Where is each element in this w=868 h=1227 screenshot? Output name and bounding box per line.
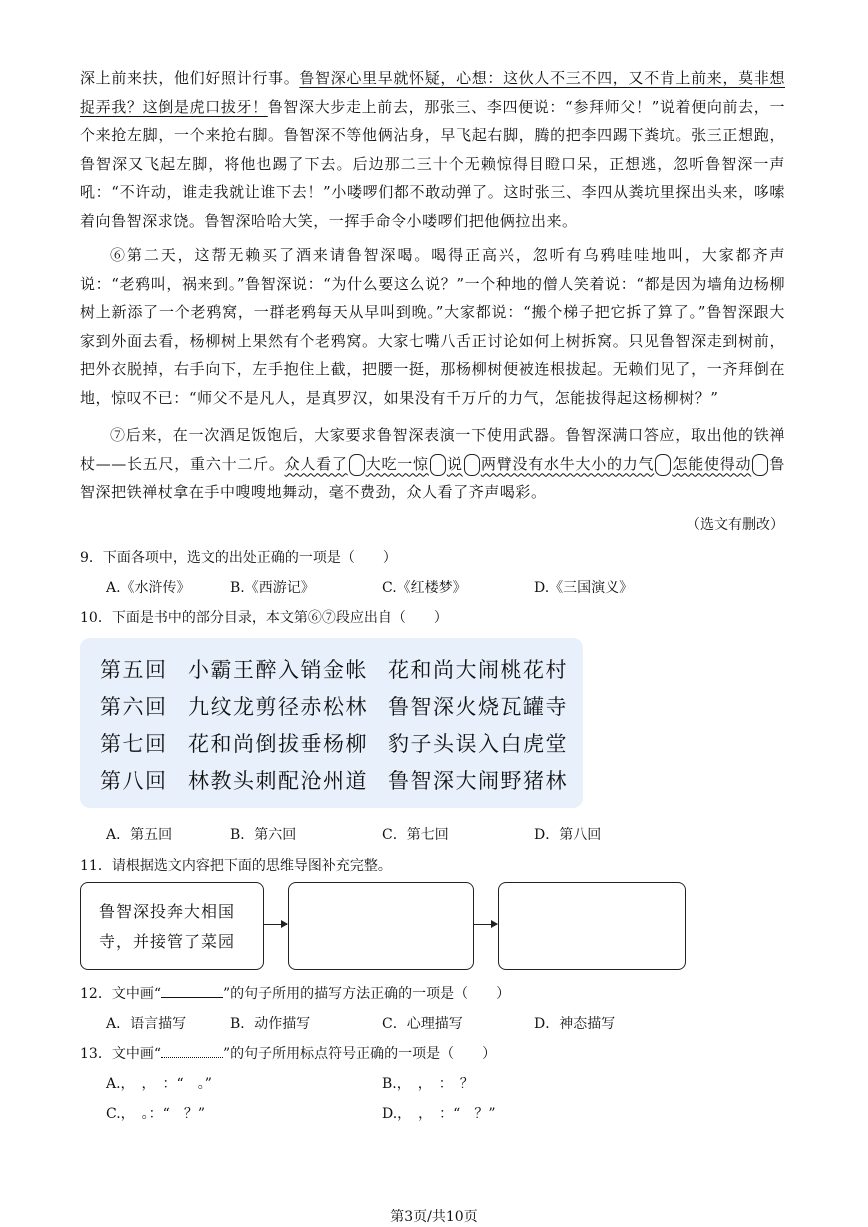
q13-option-b[interactable]: B.， ， ： ？: [382, 1076, 474, 1092]
q10-option-d[interactable]: D．第八回: [534, 827, 602, 843]
q12-option-d[interactable]: D．神态描写: [534, 1016, 616, 1032]
underline-marker: [161, 985, 223, 998]
chapter-number: 第八回: [100, 769, 168, 793]
punctuation-blank-2: [430, 454, 446, 476]
q10-option-c[interactable]: C．第七回: [382, 827, 449, 843]
passage-paragraph-6: ⑥第二天，这帮无赖买了酒来请鲁智深喝。喝得正高兴，忽听有乌鸦哇哇地叫，大家都齐声说：“老鸦叫，祸来到。”鲁智深说：“为什么要这么说？”一个种地的僧人笑着说：“都是因为墙角边杨柳树上新添了一个老鸦窝，一群老鸦每天从早叫到晚。”大家都说：“搬个梯子把它拆了算了。”鲁智深跟大家到外面去看，杨柳树上果然有个老鸦窝。大家七嘴八舌正讨论如何上树拆窝。只见鲁智深走到树前，把外衣脱掉，右手向下，左手抱住上截，把腰一挺，那杨柳树便被连根拔起。无赖们见了，一齐拜倒在地，惊叹不已：“师父不是凡人，是真罗汉，如果没有千万斤的力气，怎能拔得起这杨柳树？”: [80, 246, 785, 407]
chapter-number: 第五回: [100, 658, 168, 682]
q9-option-c[interactable]: C.《红楼梦》: [382, 580, 467, 596]
q9-option-a[interactable]: A.《水浒传》: [106, 580, 191, 596]
q13-option-c[interactable]: C.， 。：“ ？”: [106, 1106, 205, 1122]
wavy-underline-marker: [161, 1045, 223, 1058]
q13-option-d[interactable]: D.， ， ：“ ？”: [382, 1106, 496, 1122]
q9-option-d[interactable]: D.《三国演义》: [534, 580, 634, 596]
question-11-stem: 11．请根据选文内容把下面的思维导图补充完整。: [80, 858, 392, 874]
mindmap-box-2[interactable]: [288, 882, 474, 970]
chapter-number: 第七回: [100, 732, 168, 756]
wavy-sentence: 众人看了 大吃一惊 说 两臂没有水牛大小的力气 怎能使得动: [285, 455, 752, 473]
passage-text: 深上前来扶，他们好照计行事。: [80, 69, 300, 87]
chapter-title-b: 豹子头误入白虎堂: [388, 732, 568, 756]
passage-text: ⑦后来，在一次酒足饭饱后，大家要求鲁智深表演一下使用武器。鲁智深满口答应，取出他的铁禅杖——长五尺，重六十二斤。: [80, 426, 785, 473]
page-footer: 第3页/共10页: [390, 1209, 478, 1225]
table-of-contents: [80, 638, 583, 808]
q12-option-a[interactable]: A．语言描写: [106, 1016, 187, 1032]
punctuation-blank-3: [464, 454, 480, 476]
question-12-stem: 12．文中画“ ”的句子所用的描写方法正确的一项是（ ）: [80, 986, 511, 1002]
chapter-title-a: 九纹龙剪径赤松林: [188, 695, 368, 719]
q10-option-b[interactable]: B．第六回: [230, 827, 297, 843]
chapter-title-b: 鲁智深大闹野猪林: [388, 769, 568, 793]
q10-option-a[interactable]: A．第五回: [106, 827, 173, 843]
chapter-title-a: 小霸王醉入销金帐: [188, 658, 368, 682]
mindmap-arrow-2: [474, 924, 497, 925]
q13-option-a[interactable]: A.， ， ：“ 。”: [106, 1076, 212, 1092]
question-9-stem: 9．下面各项中，选文的出处正确的一项是（ ）: [80, 550, 397, 566]
chapter-title-b: 花和尚大闹桃花村: [388, 658, 568, 682]
mindmap-box-1: [80, 882, 264, 970]
punctuation-blank-4: [655, 454, 671, 476]
chapter-number: 第六回: [100, 695, 168, 719]
chapter-title-a: 花和尚倒拔垂杨柳: [188, 732, 368, 756]
q9-option-b[interactable]: B.《西游记》: [230, 580, 315, 596]
chapter-title-b: 鲁智深火烧瓦罐寺: [388, 695, 568, 719]
q12-option-c[interactable]: C．心理描写: [382, 1016, 463, 1032]
punctuation-blank-5: [752, 454, 768, 476]
passage-text: 鲁智深把铁禅杖拿在手中嗖嗖地舞动，毫不费劲，众人看了齐声喝彩。: [80, 454, 785, 501]
question-13-stem: 13．文中画“ ”的句子所用标点符号正确的一项是（ ）: [80, 1046, 497, 1062]
mindmap-box-3[interactable]: [498, 882, 686, 970]
passage-paragraph-7: [80, 421, 785, 507]
underlined-sentence: 鲁智深心里早就怀疑，心想：这伙人不三不四，又不肯上前来，莫非想捉弄我？这倒是虎口拔牙！: [80, 69, 785, 116]
punctuation-blank-1: [349, 454, 365, 476]
source-note: （选文有删改）: [686, 517, 784, 533]
passage-text: 鲁智深大步走上前去，那张三、李四便说：“参拜师父！”说着便向前去，一个来抢左脚，一个来抢右脚。鲁智深不等他俩沾身，早飞起右脚，腾的把李四踢下粪坑。张三正想跑，鲁智深又飞起左脚，将他也踢了下去。后边那二三十个无赖惊得目瞪口呆，正想逃，忽听鲁智深一声吼：“不许动，谁走我就让谁下去！”小喽啰们都不敢动弹了。这时张三、李四从粪坑里探出头来，哆嗦着向鲁智深求饶。鲁智深哈哈大笑，一挥手命令小喽啰们把他俩拉出来。: [80, 97, 785, 230]
mindmap-box-1-text: 鲁智深投奔大相国寺，并接管了菜园: [99, 902, 236, 951]
q12-option-b[interactable]: B．动作描写: [230, 1016, 311, 1032]
mindmap-arrow-1: [264, 924, 287, 925]
passage-paragraph-5: [80, 64, 785, 235]
question-10-stem: 10．下面是书中的部分目录，本文第⑥⑦段应出自（ ）: [80, 610, 448, 626]
chapter-title-a: 林教头刺配沧州道: [188, 769, 368, 793]
